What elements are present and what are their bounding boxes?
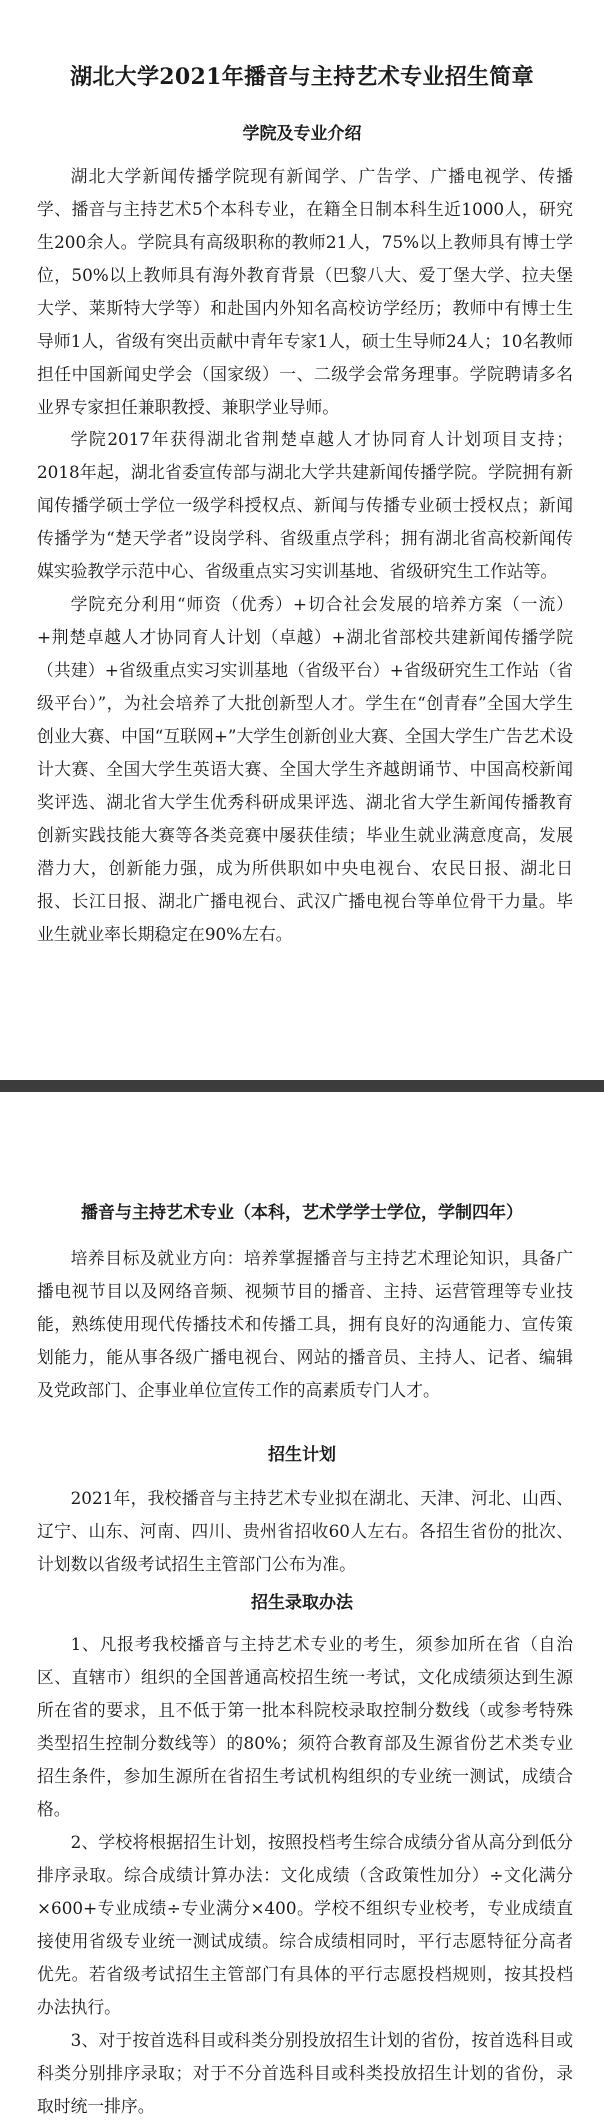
paragraph-admission-rule-1: 1、凡报考我校播音与主持艺术专业的考生，须参加所在省（自治区、直辖市）组织的全国普通高校招生统一考试，文化成绩须达到生源所在省的要求，且不低于第一批本科院校录取控制分数线（或参考特殊类型招生控制分数线等）的80%；须符合教育部及生源省份艺术类专业招生条件，参加生源所在省招生考试机构组织的专业统一测试，成绩合格。 xyxy=(37,1634,573,1819)
section-heading-plan: 招生计划 xyxy=(268,1445,336,1465)
paragraph-admission-rule-2: 2、学校将根据招生计划，按照投档考生综合成绩分省从高分到低分排序录取。综合成绩计算办法：文化成绩（含政策性加分）÷文化满分×600+专业成绩÷专业满分×400。学校不组织专业校考，专业成绩直接使用省级专业统一测试成绩。综合成绩相同时，平行志愿特征分高者优先。若省级考试招生主管部门有具体的平行志愿投档规则，按其投档办法执行。 xyxy=(37,1832,573,2017)
program-heading: 播音与主持艺术专业（本科，艺术学学士学位，学制四年） xyxy=(81,1203,523,1223)
section-heading-admission: 招生录取办法 xyxy=(251,1593,353,1613)
page-divider xyxy=(0,1080,604,1092)
section-heading-college-intro: 学院及专业介绍 xyxy=(242,124,362,144)
paragraph-college-faculty: 湖北大学新闻传播学院现有新闻学、广告学、广播电视学、传播学、播音与主持艺术5个本科专业，在籍全日制本科生近1000人，研究生200余人。学院具有高级职称的教师21人，75%以上教师具有博士学位，50%以上教师具有海外教育背景（巴黎八大、爱丁堡大学、拉夫堡大学、莱斯特大学等）和赴国内外知名高校访学经历；教师中有博士生导师1人，省级有突出贡献中青年专家1人，硕士生导师24人；10名教师担任中国新闻史学会（国家级）一、二级学会常务理事。学院聘请多名业界专家担任兼职教授、兼职学业导师。 xyxy=(37,166,573,417)
paragraph-program-goals: 培养目标及就业方向：培养掌握播音与主持艺术理论知识，具备广播电视节目以及网络音频、视频节目的播音、主持、运营管理等专业技能，熟练使用现代传播技术和传播工具，拥有良好的沟通能力、宣传策划能力，能从事各级广播电视台、网站的播音员、主持人、记者、编辑及党政部门、企事业单位宣传工作的高素质专门人才。 xyxy=(37,1248,573,1400)
paragraph-admission-rule-3: 3、对于按首选科目或科类分别投放招生计划的省份，按首选科目或科类分别排序录取；对于不分首选科目或科类投放招生计划的省份，录取时统一排序。 xyxy=(37,2030,573,2116)
paragraph-college-honors: 学院2017年获得湖北省荆楚卓越人才协同育人计划项目支持；2018年起，湖北省委宣传部与湖北大学共建新闻传播学院。学院拥有新闻传播学硕士学位一级学科授权点、新闻与传播专业硕士授权点；新闻传播学为“楚天学者”设岗学科、省级重点学科；拥有湖北省高校新闻传媒实验教学示范中心、省级重点实习实训基地、省级研究生工作站等。 xyxy=(37,429,573,581)
paragraph-plan: 2021年，我校播音与主持艺术专业拟在湖北、天津、河北、山西、辽宁、山东、河南、四川、贵州省招收60人左右。各招生省份的批次、计划数以省级考试招生主管部门公布为准。 xyxy=(37,1488,573,1574)
document-page-2 xyxy=(0,1092,604,2126)
paragraph-college-achievements: 学院充分利用“师资（优秀）+切合社会发展的培养方案（一流）+荆楚卓越人才协同育人计划（卓越）+湖北省部校共建新闻传播学院（共建）+省级重点实习实训基地（省级平台）+省级研究生工作站（省级平台）”，为社会培养了大批创新型人才。学生在“创青春”全国大学生创业大赛、中国“互联网+”大学生创新创业大赛、全国大学生广告艺术设计大赛、全国大学生英语大赛、全国大学生齐越朗诵节、中国高校新闻奖评选、湖北省大学生优秀科研成果评选、湖北省大学生新闻传播教育创新实践技能大赛等各类竞赛中屡获佳绩；毕业生就业满意度高，发展潜力大，创新能力强，成为所供职如中央电视台、农民日报、湖北日报、长江日报、湖北广播电视台、武汉广播电视台等单位骨干力量。毕业生就业率长期稳定在90%左右。 xyxy=(37,594,573,944)
document-title: 湖北大学2021年播音与主持艺术专业招生简章 xyxy=(70,64,534,90)
